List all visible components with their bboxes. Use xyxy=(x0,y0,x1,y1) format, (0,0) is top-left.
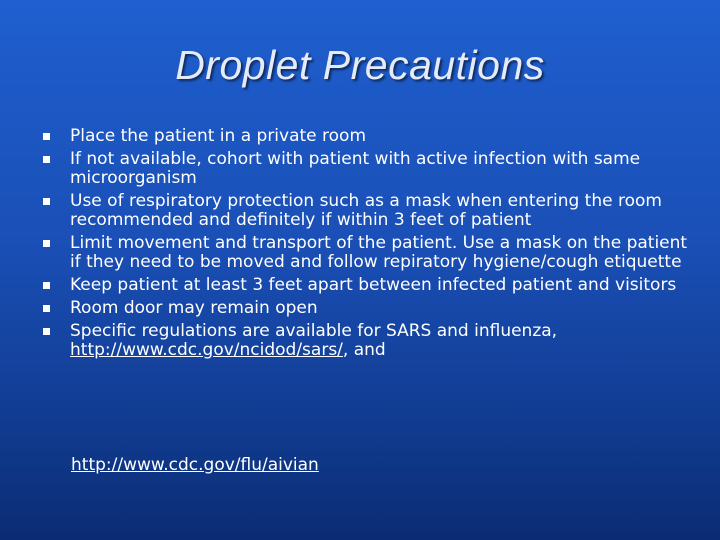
bullet-item xyxy=(40,276,690,295)
bullet-item xyxy=(40,150,690,188)
bullet-item xyxy=(40,192,690,230)
bullet-text: Place the patient in a private room xyxy=(70,126,367,146)
bullet-item xyxy=(40,322,690,360)
square-bullet-icon xyxy=(43,305,50,312)
bullet-text: Room door may remain open xyxy=(70,298,318,318)
bullet-text: If not available, cohort with patient with active infection with same microorganism xyxy=(70,149,641,188)
bullet-list xyxy=(40,127,690,364)
bullet-suffix: , and xyxy=(342,340,386,360)
flu-link[interactable]: http://www.cdc.gov/flu/aivian xyxy=(71,455,319,475)
sars-link[interactable]: http://www.cdc.gov/ncidod/sars/ xyxy=(70,340,343,360)
bullet-text: Use of respiratory protection such as a mask when entering the room recommended and definitely if within 3 feet of patient xyxy=(70,191,662,230)
bullet-item xyxy=(40,127,690,146)
bullet-text: Keep patient at least 3 feet apart between infected patient and visitors xyxy=(70,275,677,295)
square-bullet-icon xyxy=(43,282,50,289)
square-bullet-icon xyxy=(43,240,50,247)
square-bullet-icon xyxy=(43,328,50,335)
slide-title: Droplet Precautions xyxy=(175,42,545,88)
square-bullet-icon xyxy=(43,198,50,205)
bullet-text: Limit movement and transport of the patient. Use a mask on the patient if they need to be moved and follow repiratory hygiene/cough etiquette xyxy=(70,233,688,272)
bullet-item xyxy=(40,234,690,272)
bullet-text: Specific regulations are available for SARS and influenza, xyxy=(70,321,558,341)
square-bullet-icon xyxy=(43,133,50,140)
bullet-item xyxy=(40,299,690,318)
square-bullet-icon xyxy=(43,156,50,163)
